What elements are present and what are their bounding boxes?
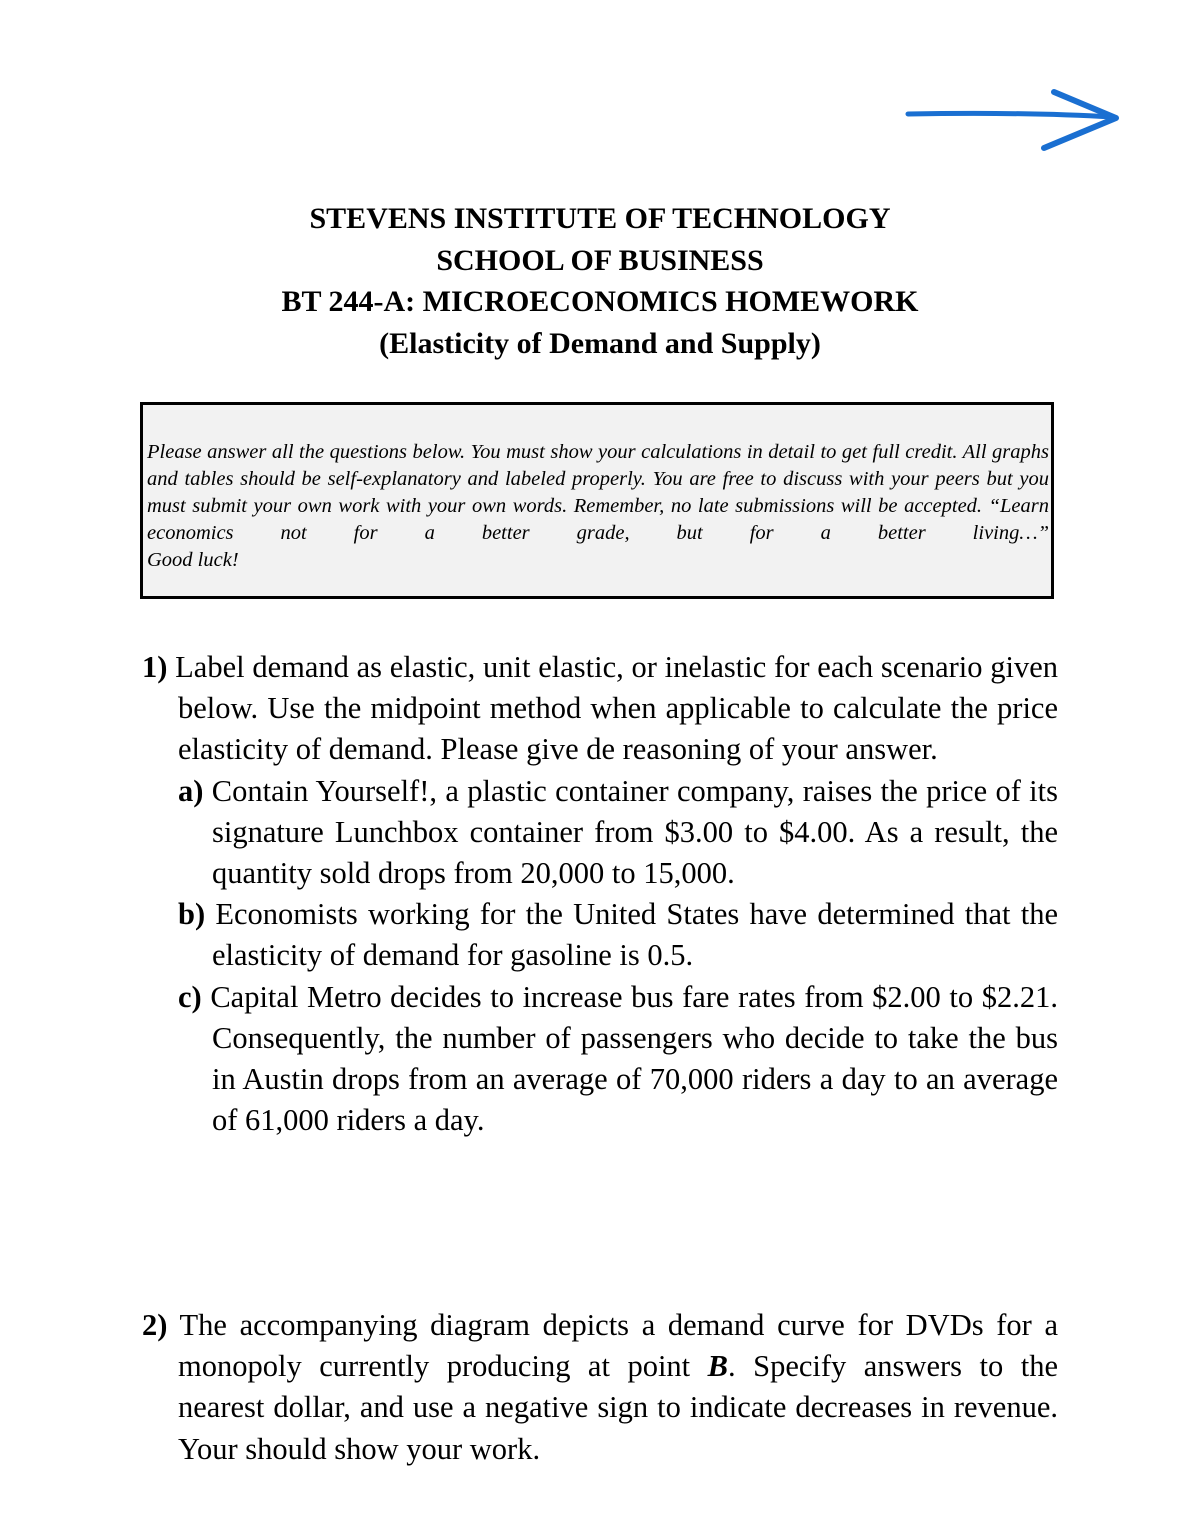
point-label: B (707, 1349, 728, 1384)
question-2 (142, 1305, 1058, 1470)
subquestion-c (142, 977, 1058, 1142)
question-1-stem (142, 647, 1058, 771)
instructions-text: Please answer all the questions below. You must show your calculations in detail to get full credit. All graphs and tables should be self-explanatory and labeled properly. You are free to discuss with your peers but you must submit your own work with your own words. Remember, no late submissions will be accepted. “Learn economics not for a better grade, but for a better living…” (147, 441, 1049, 544)
subquestion-b (142, 894, 1058, 976)
question-number: 2) (142, 1308, 168, 1342)
question-number: 1) (142, 650, 168, 684)
question-text-before: The accompanying diagram depicts a demand curve for DVDs for a monopoly currently producing at point (178, 1308, 1059, 1384)
school-title: SCHOOL OF BUSINESS (436, 243, 764, 277)
institution-title: STEVENS INSTITUTE OF TECHNOLOGY (309, 202, 891, 235)
course-title: BT 244-A: MICROECONOMICS HOMEWORK (281, 285, 919, 318)
subquestion-text: Contain Yourself!, a plastic container company, raises the price of its signature Lunchbox container from $3.00 to $4.00. As a result, the quantity sold drops from 20,000 to 15,000. (211, 773, 1059, 891)
question-text-after: . Specify answers to the nearest dollar, and use a negative sign to indicate decreases in revenue. Your should show your work. (178, 1349, 1058, 1466)
subquestion-letter: b) (178, 897, 206, 932)
subquestion-a (142, 771, 1058, 895)
good-luck-text: Good luck! (147, 549, 239, 571)
subquestion-text: Economists working for the United States have determined that the elasticity of demand for gasoline is 0.5. (212, 897, 1059, 973)
subquestion-text: Capital Metro decides to increase bus fare rates from $2.00 to $2.21. Consequently, the number of passengers who decide to take the bus in Austin drops from an average of 70,000 riders a day to an average of 61,000 riders a day. (210, 979, 1058, 1138)
subquestion-letter: c) (178, 979, 202, 1014)
subquestion-letter: a) (178, 773, 204, 808)
topic-title: (Elasticity of Demand and Supply) (379, 326, 821, 360)
question-text: Label demand as elastic, unit elastic, or inelastic for each scenario given below. Use the midpoint method when applicable to calculate the price elasticity of demand. Please give de reasoning of your answer. (175, 650, 1058, 767)
right-arrow-icon (904, 86, 1126, 156)
document-header (0, 198, 1200, 364)
instructions-box (140, 402, 1054, 599)
question-1 (142, 647, 1058, 1141)
